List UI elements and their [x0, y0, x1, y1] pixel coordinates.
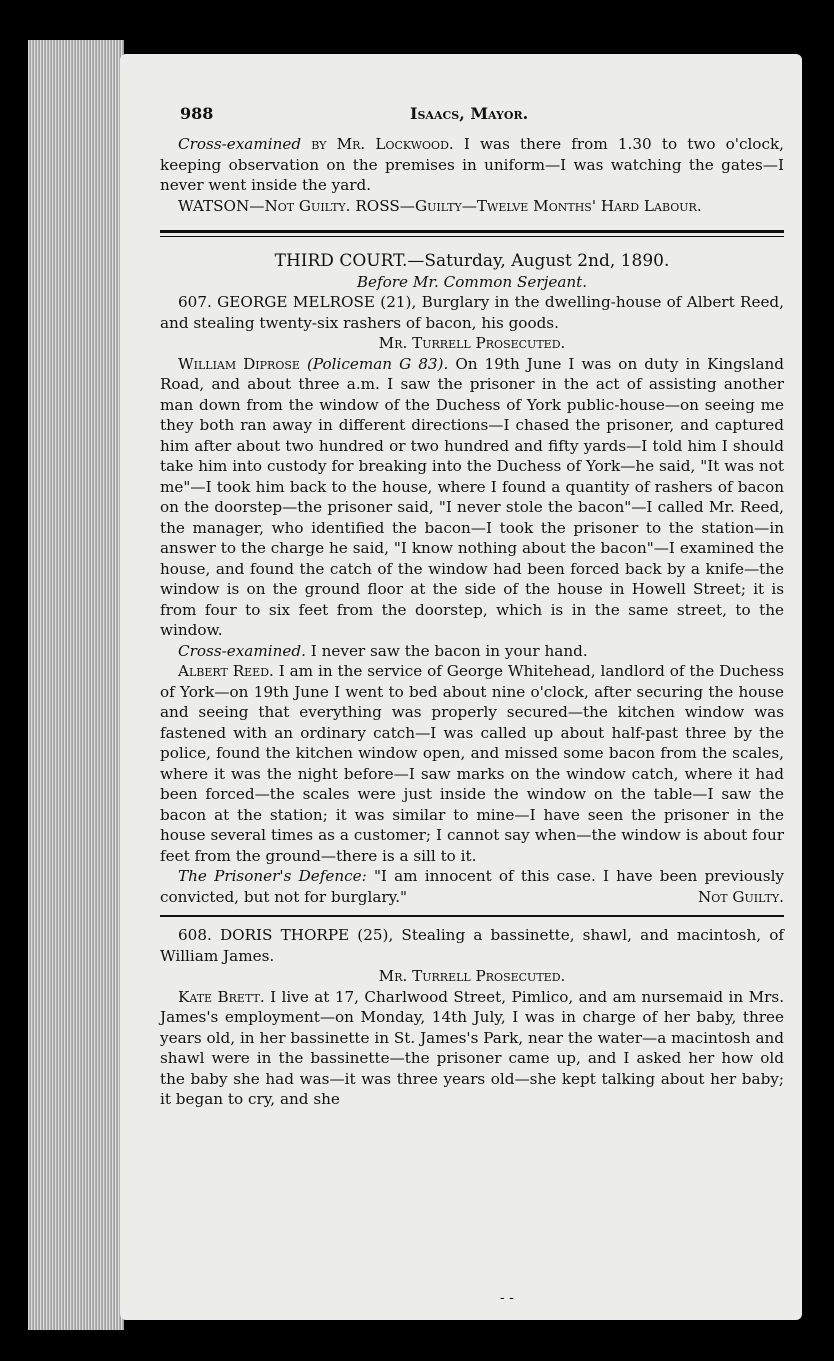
- court-heading: THIRD COURT.—Saturday, August 2nd, 1890.: [274, 251, 670, 271]
- cross-text: I never saw the bacon in your hand.: [310, 641, 588, 660]
- page-mark: - -: [500, 1290, 514, 1306]
- cross-examined-label: Cross-examined: [178, 135, 302, 153]
- document-page: [120, 54, 802, 1320]
- defence-label: The Prisoner's Defence:: [178, 867, 367, 885]
- witness-brett: [160, 987, 784, 1110]
- page-number: 988: [180, 104, 214, 123]
- witness-testimony: On 19th June I was on duty in Kingsland Road, and about three a.m. I saw the prisoner in the act of assisting another man down from the window of the Duchess of York public-house—on seeing me they both ran away in different directions—I chased the prisoner, and captured him after about two hundred or two hundred and fifty yards—I told him I should take him into custody for breaking into the Duchess of York—he said, "It was not me"—I took him back to the house, where I found a quantity of rashers of bacon on the doorstep—the prisoner said, "I never stole the bacon"—I called Mr. Reed, the manager, who identified the bacon—I took the prisoner to the station—in answer to the charge he said, "I know nothing about the bacon"—I examined the house, and found the catch of the window had been forced back by a knife—the window is on the ground floor at the side of the house in Howell Street; it is from four to six feet from the doorstep, which is in the same street, to the window.: [160, 354, 785, 639]
- running-head: [160, 104, 784, 134]
- defence-text: "I am innocent of this case. I have been previously convicted, but not for burglary.": [160, 867, 785, 906]
- cross-examination: [160, 641, 784, 662]
- cross-examined-by: by Mr. Lockwood.: [311, 135, 454, 153]
- witness-reed: [160, 661, 784, 866]
- witness-name: Albert Reed.: [178, 662, 274, 680]
- case-divider: [160, 915, 784, 917]
- witness-diprose: [160, 354, 784, 641]
- case-608-intro: 608. DORIS THORPE (25), Stealing a bassinette, shawl, and macintosh, of William James.: [160, 926, 784, 965]
- book-page-edges: [28, 40, 124, 1330]
- case-607-prosecuted: Mr. Turrell Prosecuted.: [378, 334, 566, 352]
- case-607-verdict: Not Guilty.: [697, 887, 784, 906]
- witness-testimony: I am in the service of George Whitehead, landlord of the Duchess of York—on 19th June I went to bed about nine o'clock, after securing the house and seeing that everything was properly secured—the kitchen window was fastened with an ordinary catch—I was called up about half-past three by the police, found the kitchen window open, and missed some bacon from the scales, where it was the night before—I saw marks on the window catch, where it had been forced—the scales were just inside the window on the table—I saw the bacon at the station; it was similar to mine—I have seen the prisoner in the house several times as a customer; I cannot say when—the window is about four feet from the ground—there is a sill to it.: [160, 662, 784, 865]
- cross-label: Cross-examined.: [178, 641, 306, 660]
- section-divider: [160, 230, 784, 237]
- cross-examined-text: I was there from 1.30 to two o'clock, keeping observation on the premises in uniform—I was watching the gates—I never went inside the yard.: [160, 135, 784, 194]
- witness-name: William Diprose: [178, 354, 300, 373]
- case-608-prosecuted: Mr. Turrell Prosecuted.: [378, 967, 566, 985]
- witness-testimony: I live at 17, Charlwood Street, Pimlico, and am nursemaid in Mrs. James's employment—on Monday, 14th July, I was in charge of her baby, three years old, in her bassinette in St. James's Park, near the water—a macintosh and shawl were in the bassinette—the prisoner came up, and I asked her how old the baby she had was—it was three years old—she kept talking about her baby; it began to cry, and she: [160, 987, 785, 1108]
- case-607-intro: 607. GEORGE MELROSE (21), Burglary in the dwelling-house of Albert Reed, and stealing twenty-six rashers of bacon, his goods.: [160, 293, 784, 332]
- prisoner-defence: [160, 866, 784, 907]
- top-verdict: WATSON—Not Guilty. ROSS—Guilty—Twelve Months' Hard Labour.: [178, 196, 702, 215]
- witness-name: Kate Brett.: [178, 987, 265, 1006]
- running-title: Isaacs, Mayor.: [410, 104, 529, 123]
- top-case: [160, 134, 784, 216]
- witness-role: (Policeman G 83).: [306, 354, 449, 373]
- before-judge: Before Mr. Common Serjeant.: [356, 272, 588, 291]
